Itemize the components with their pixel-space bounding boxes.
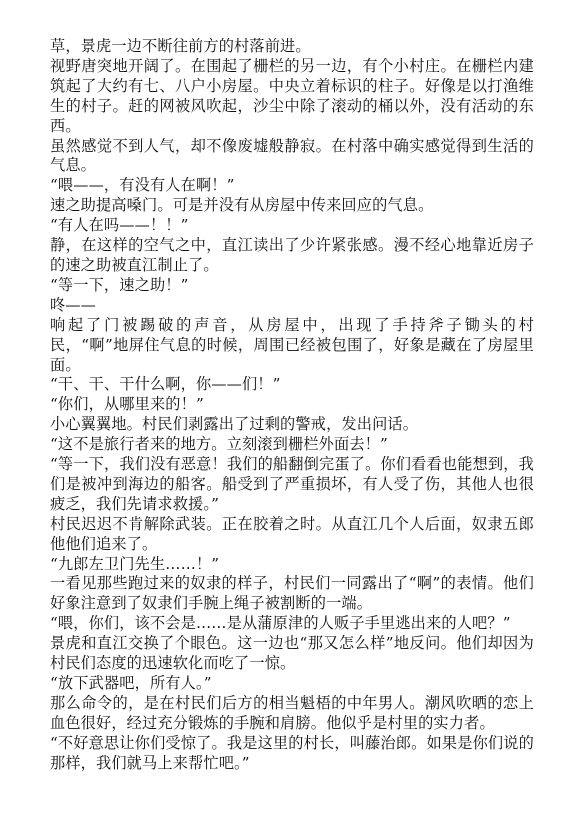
paragraph-9: 一看见那些跑过来的奴隶的样子，村民们一同露出了“啊”的表情。他们好象注意到了奴隶们手腕上绳子被割断的一端。: [50, 574, 534, 613]
paragraph-11: 那么命令的，是在村民们后方的相当魁梧的中年男人。潮风吹晒的恋上血色很好，经过充分锻炼的手腕和肩膀。他似乎是村里的实力者。: [50, 693, 534, 732]
paragraph-7: 小心翼翼地。村民们剥露出了过剩的警戒，发出问话。: [50, 415, 419, 434]
dialogue-line-1: “喂——，有没有人在啊！”: [50, 176, 235, 195]
novel-text-body: [50, 37, 534, 774]
dialogue-line-6: “这不是旅行者来的地方。立刻滚到栅栏外面去！”: [50, 435, 388, 454]
paragraph-8: 村民迟迟不肯解除武装。正在胶着之时。从直江几个人后面，奴隶五郎他他们追来了。: [50, 514, 534, 553]
dialogue-line-3: “等一下，速之助！”: [50, 275, 189, 294]
dialogue-line-9: “喂，你们，该不会是……是从蒲原津的人贩子手里逃出来的人吧？”: [50, 614, 511, 633]
paragraph-6: 响起了门被踢破的声音，从房屋中，出现了手持斧子锄头的村民，“啊”地屏住气息的时候，周围已经被包围了，好象是藏在了房屋里面。: [50, 315, 534, 374]
paragraph-10: 景虎和直江交换了个眼色。这一边也“那又怎么样”地反问。他们却因为村民们态度的迅速软化而吃了一惊。: [50, 634, 534, 673]
dialogue-line-4: “干、干、干什么啊，你——们！”: [50, 375, 281, 394]
dialogue-line-8: “九郎左卫门先生……！”: [50, 554, 220, 573]
dialogue-line-2: “有人在吗——！！”: [50, 216, 189, 235]
dialogue-line-7: “等一下，我们没有恶意！我们的船翻倒完蛋了。你们看看也能想到，我们是被冲到海边的船客。船受到了严重损坏，有人受了伤，其他人也很疲乏，我们先请求救援。”: [50, 455, 534, 513]
dialogue-line-5: “你们，从哪里来的！”: [50, 395, 204, 414]
sound-effect-line: 咚——: [50, 295, 97, 314]
paragraph-4: 速之助提高嗓门。可是并没有从房屋中传来回应的气息。: [50, 196, 434, 215]
paragraph-2: 视野唐突地开阔了。在围起了栅栏的另一边，有个小村庄。在栅栏内建筑起了大约有七、八户小房屋。中央立着标识的柱子。好像是以打渔维生的村子。赶的网被风吹起，沙尘中除了滚动的桶以外，没有活动的东西。: [50, 56, 534, 135]
paragraph-1: 草，景虎一边不断往前方的村落前进。: [50, 37, 311, 55]
dialogue-line-10: “放下武器吧，所有人。”: [50, 674, 212, 692]
paragraph-3: 虽然感觉不到人气，却不像废墟般静寂。在村落中确实感觉得到生活的气息。: [50, 136, 534, 175]
paragraph-5: 静，在这样的空气之中，直江读出了少许紧张感。漫不经心地靠近房子的速之助被直江制止了。: [50, 236, 534, 274]
dialogue-line-11: “不好意思让你们受惊了。我是这里的村长，叫藤治郎。如果是你们说的那样，我们就马上来帮忙吧。”: [50, 733, 534, 772]
